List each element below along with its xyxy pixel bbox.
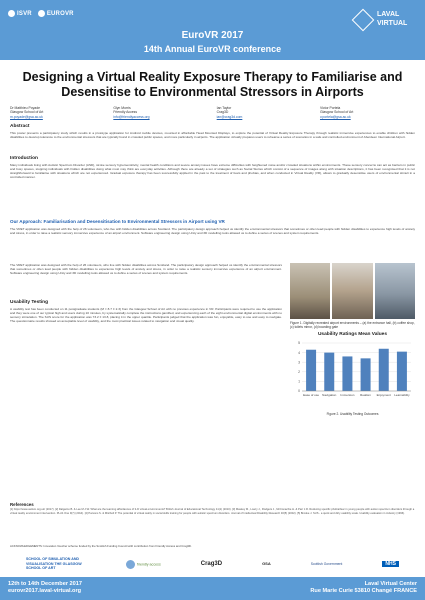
figure-1-caption: Figure 1. Digitally recreated airport environments – (a) the entrance hall, (b) coffee shop, (c) toilets mirror, (d) boarding gate — [290, 321, 415, 330]
author-name: Victor Portela — [319, 106, 341, 110]
conference-title: EuroVR 2017 — [181, 30, 244, 41]
author-name: Glyn Morris — [113, 106, 131, 110]
y-tick-label: 5 — [298, 341, 300, 346]
author-email-link[interactable]: m.poyade@gsa.ac.uk — [10, 114, 43, 119]
author-affiliation: Friendly Access — [113, 110, 138, 115]
bar — [306, 350, 316, 391]
chart-plot — [290, 339, 415, 405]
chart-title: Usability Ratings Mean Values — [317, 332, 388, 337]
crag3d-logo: Crag3D — [200, 560, 223, 567]
y-tick-label: 2 — [298, 370, 300, 374]
abstract-text: This poster presents a participatory study which results in a prototype application for Android mobile devices, mounted in affordable Head Mounted Displays, to explore the potential of Virtual Reality Exposure Therapy through realistic immersive experiences to enable children with hidden disabilities to develop tolerance to the environmental stressors that are typically found in crowded public spaces, and more particularly in airports. The application virtually prepares users to rehearse a series of scenarios in a safe and controlled environment of Aberdeen International Airport. — [10, 131, 415, 140]
figure-1-images — [290, 263, 415, 319]
laval-virtual-logo — [355, 8, 417, 36]
abstract-heading: Abstract — [10, 124, 30, 129]
author-affiliation: Crag3D — [216, 110, 229, 115]
author-name: Ian Taylor — [216, 106, 232, 110]
laval-logo-text: LAVAL VIRTUAL — [377, 11, 408, 27]
author-name: Dr Matthieu Poyade — [10, 106, 40, 110]
paper-title: Designing a Virtual Reality Exposure Therapy to Familiarise and Desensitise to Environmental Stressors in Airports — [22, 70, 403, 99]
usability-chart — [290, 332, 415, 404]
authors-row — [10, 106, 415, 119]
sponsor-logos — [0, 551, 425, 577]
boarding-gate-image — [375, 263, 415, 319]
x-tick-label: Navigation — [322, 393, 337, 397]
author-email-link[interactable]: info@friendlyaccess.org — [113, 114, 150, 119]
scottish-government-logo: Scottish Government — [310, 561, 343, 566]
y-tick-label: 3 — [298, 360, 300, 365]
friendly-access-logo: friendly access — [126, 560, 161, 569]
acknowledgement-text: ACKNOWLEDGEMENTS: Innovation Voucher scheme funded by the Scottish Funding Council with contribution from Friendly Access and Crag3D. — [10, 544, 192, 548]
usability-heading: Usability Testing — [10, 300, 49, 305]
y-tick-label: 0 — [298, 389, 300, 394]
footer-left — [8, 581, 82, 595]
conference-subtitle: 14th Annual EuroVR conference — [143, 44, 282, 54]
gsa-simvis-logo: SCHOOL OF SIMULATION AND VISUALISATION THE GLASGOW SCHOOL OF ART — [25, 557, 82, 571]
nhs-logo: NHS — [382, 561, 399, 567]
introduction-text: Many individuals living with Autistic Spectrum Disorder (ASD), stroke sensory hypersensitivity, mental health conditions and severe anxiety issues have extreme difficulties with heightened noise and/or crowded situations within environments. These sensory concerns can act as barriers in public and busy spaces, stopping individuals with hidden disabilities doing what most may think are everyday activities. Although there are already a set of strategies such as Social Stories which consist of a sequence of images along with situation descriptions, it has been recognised that it is not straightforward to familiarise with situations which are not experienced. Gradual exposure therapy has been successfully applied in the past to the treatment of fears and phobias, and when conducted in Virtual Reality (VR), allows to gradually desensitise users of environmental stimuli in a controlled manner. — [10, 163, 415, 180]
footer-right — [310, 581, 417, 595]
x-tick-label: Learnability — [394, 393, 410, 397]
bar — [342, 356, 352, 391]
references-text: [1] https://www.autism.org.uk/ (2017). [2] Dalgarno B. & Lee M.J.W. What are the learning affordances of 3-D virtual environments? British Journal of Educational Technology 41(1) (2010). [3] Maskey M., Lowry J., Rodgers J., McConachie H. & Parr J.R. Reducing specific phobia/fear in young people with autism spectrum disorders through a virtual reality environment intervention. PLoS One 9(7) (2014). [4] Parsons S. & Mitchell P. The potential of virtual reality in social skills training for people with autistic spectrum disorders. Journal of Intellectual Disability Research 46(5) (2002). [5] Brooke J. SUS - a quick and dirty usability scale. Usability evaluation in industry (1996). — [10, 508, 415, 515]
author-affiliation: Glasgow School of Art — [10, 110, 44, 115]
author-block — [217, 106, 312, 119]
author-affiliation: Glasgow School of Art — [319, 110, 354, 115]
eurovr-logo: EUROVR — [38, 10, 74, 17]
author-block — [320, 106, 415, 119]
isvr-logo: ISVR — [8, 10, 32, 17]
approach-details-text: The VRET application was designed with the help of 26 volunteers, who live with hidden disabilities across Scotland. The participatory design approach helped us identify the environmental stressors that sometimes or often lead people with hidden disabilities to experience high levels of anxiety and stress, in order to raise a realistic sensory immersive experience of an airport environment. Software engineering design using Unity and 3D modelling tools allowed us to define a series of scenes and system requirements. — [10, 263, 282, 276]
header-logos — [8, 10, 74, 17]
bar — [324, 353, 334, 391]
author-block — [113, 106, 208, 119]
footer-dates: 12th to 14th December 2017 — [8, 581, 82, 587]
footer-website-link[interactable]: eurovr2017.laval-virtual.org — [8, 588, 82, 594]
header-band — [0, 0, 425, 60]
coffee-shop-image — [332, 263, 372, 319]
usability-text: A usability test has been conducted on 11 postgraduate students (M = 8.7 ± 2.3) from the Glasgow School of Art with no previous experience in VR. Participants were required to use the application and they were one of our typical high and users during 10 minutes, by systematically complete the instructions gamified, and experiencing each of the eight environmental digital environments with no sensory stimulation. The SUS score for the application was 73.2 ± 13.8, placing it in the upper quartile. Participants judged that the application was fun, enjoyable, easy to use and easy to navigate. The questionnaire results showed an acceptable level of usability, and the most practical issues related to navigation and visual quality. — [10, 307, 282, 324]
references-heading: References — [10, 502, 34, 507]
x-tick-label: Realism — [360, 393, 372, 397]
footer-venue: Laval Virtual Center — [364, 581, 417, 587]
laval-diamond-icon — [352, 9, 375, 32]
approach-text: The VRET application was designed with the help of 26 volunteers, who live with hidden disabilities across Scotland. The participatory design approach helped us identify the environmental stressors that sometimes or often lead people with hidden disabilities to experience high levels of anxiety and stress, in order to raise a realistic sensory immersive experience of an airport environment. Software engineering design using Unity and 3D modelling tools allowed us to define a series of scenes and system requirements. — [10, 227, 415, 236]
author-block — [10, 106, 105, 119]
introduction-heading: Introduction — [10, 156, 38, 161]
bar — [361, 358, 371, 391]
figure-2-caption: Figure 2. Usability Testing Outcomes — [326, 412, 379, 416]
speech-bubble-icon — [126, 560, 135, 569]
author-email-link[interactable]: v.portela@gsa.ac.uk — [319, 114, 351, 119]
y-tick-label: 1 — [298, 379, 300, 384]
approach-heading: Our Approach: Familiarisation and Desensitisation to Environmental Stressors in Airport using VR — [10, 219, 225, 224]
y-tick-label: 4 — [298, 350, 300, 355]
airport-hall-image — [290, 263, 330, 319]
footer-band — [0, 577, 425, 600]
bar — [379, 349, 389, 391]
author-email-link[interactable]: ian@crag3d.com — [216, 114, 243, 119]
footer-address: Rue Marie Curie 53810 Changé FRANCE — [310, 588, 417, 594]
x-tick-label: Immersion — [340, 393, 355, 397]
glasgow-school-of-art-logo: GSA — [262, 560, 271, 566]
x-tick-label: Ease of use — [303, 393, 320, 397]
x-tick-label: Enjoyment — [376, 393, 391, 397]
bar — [397, 352, 407, 391]
